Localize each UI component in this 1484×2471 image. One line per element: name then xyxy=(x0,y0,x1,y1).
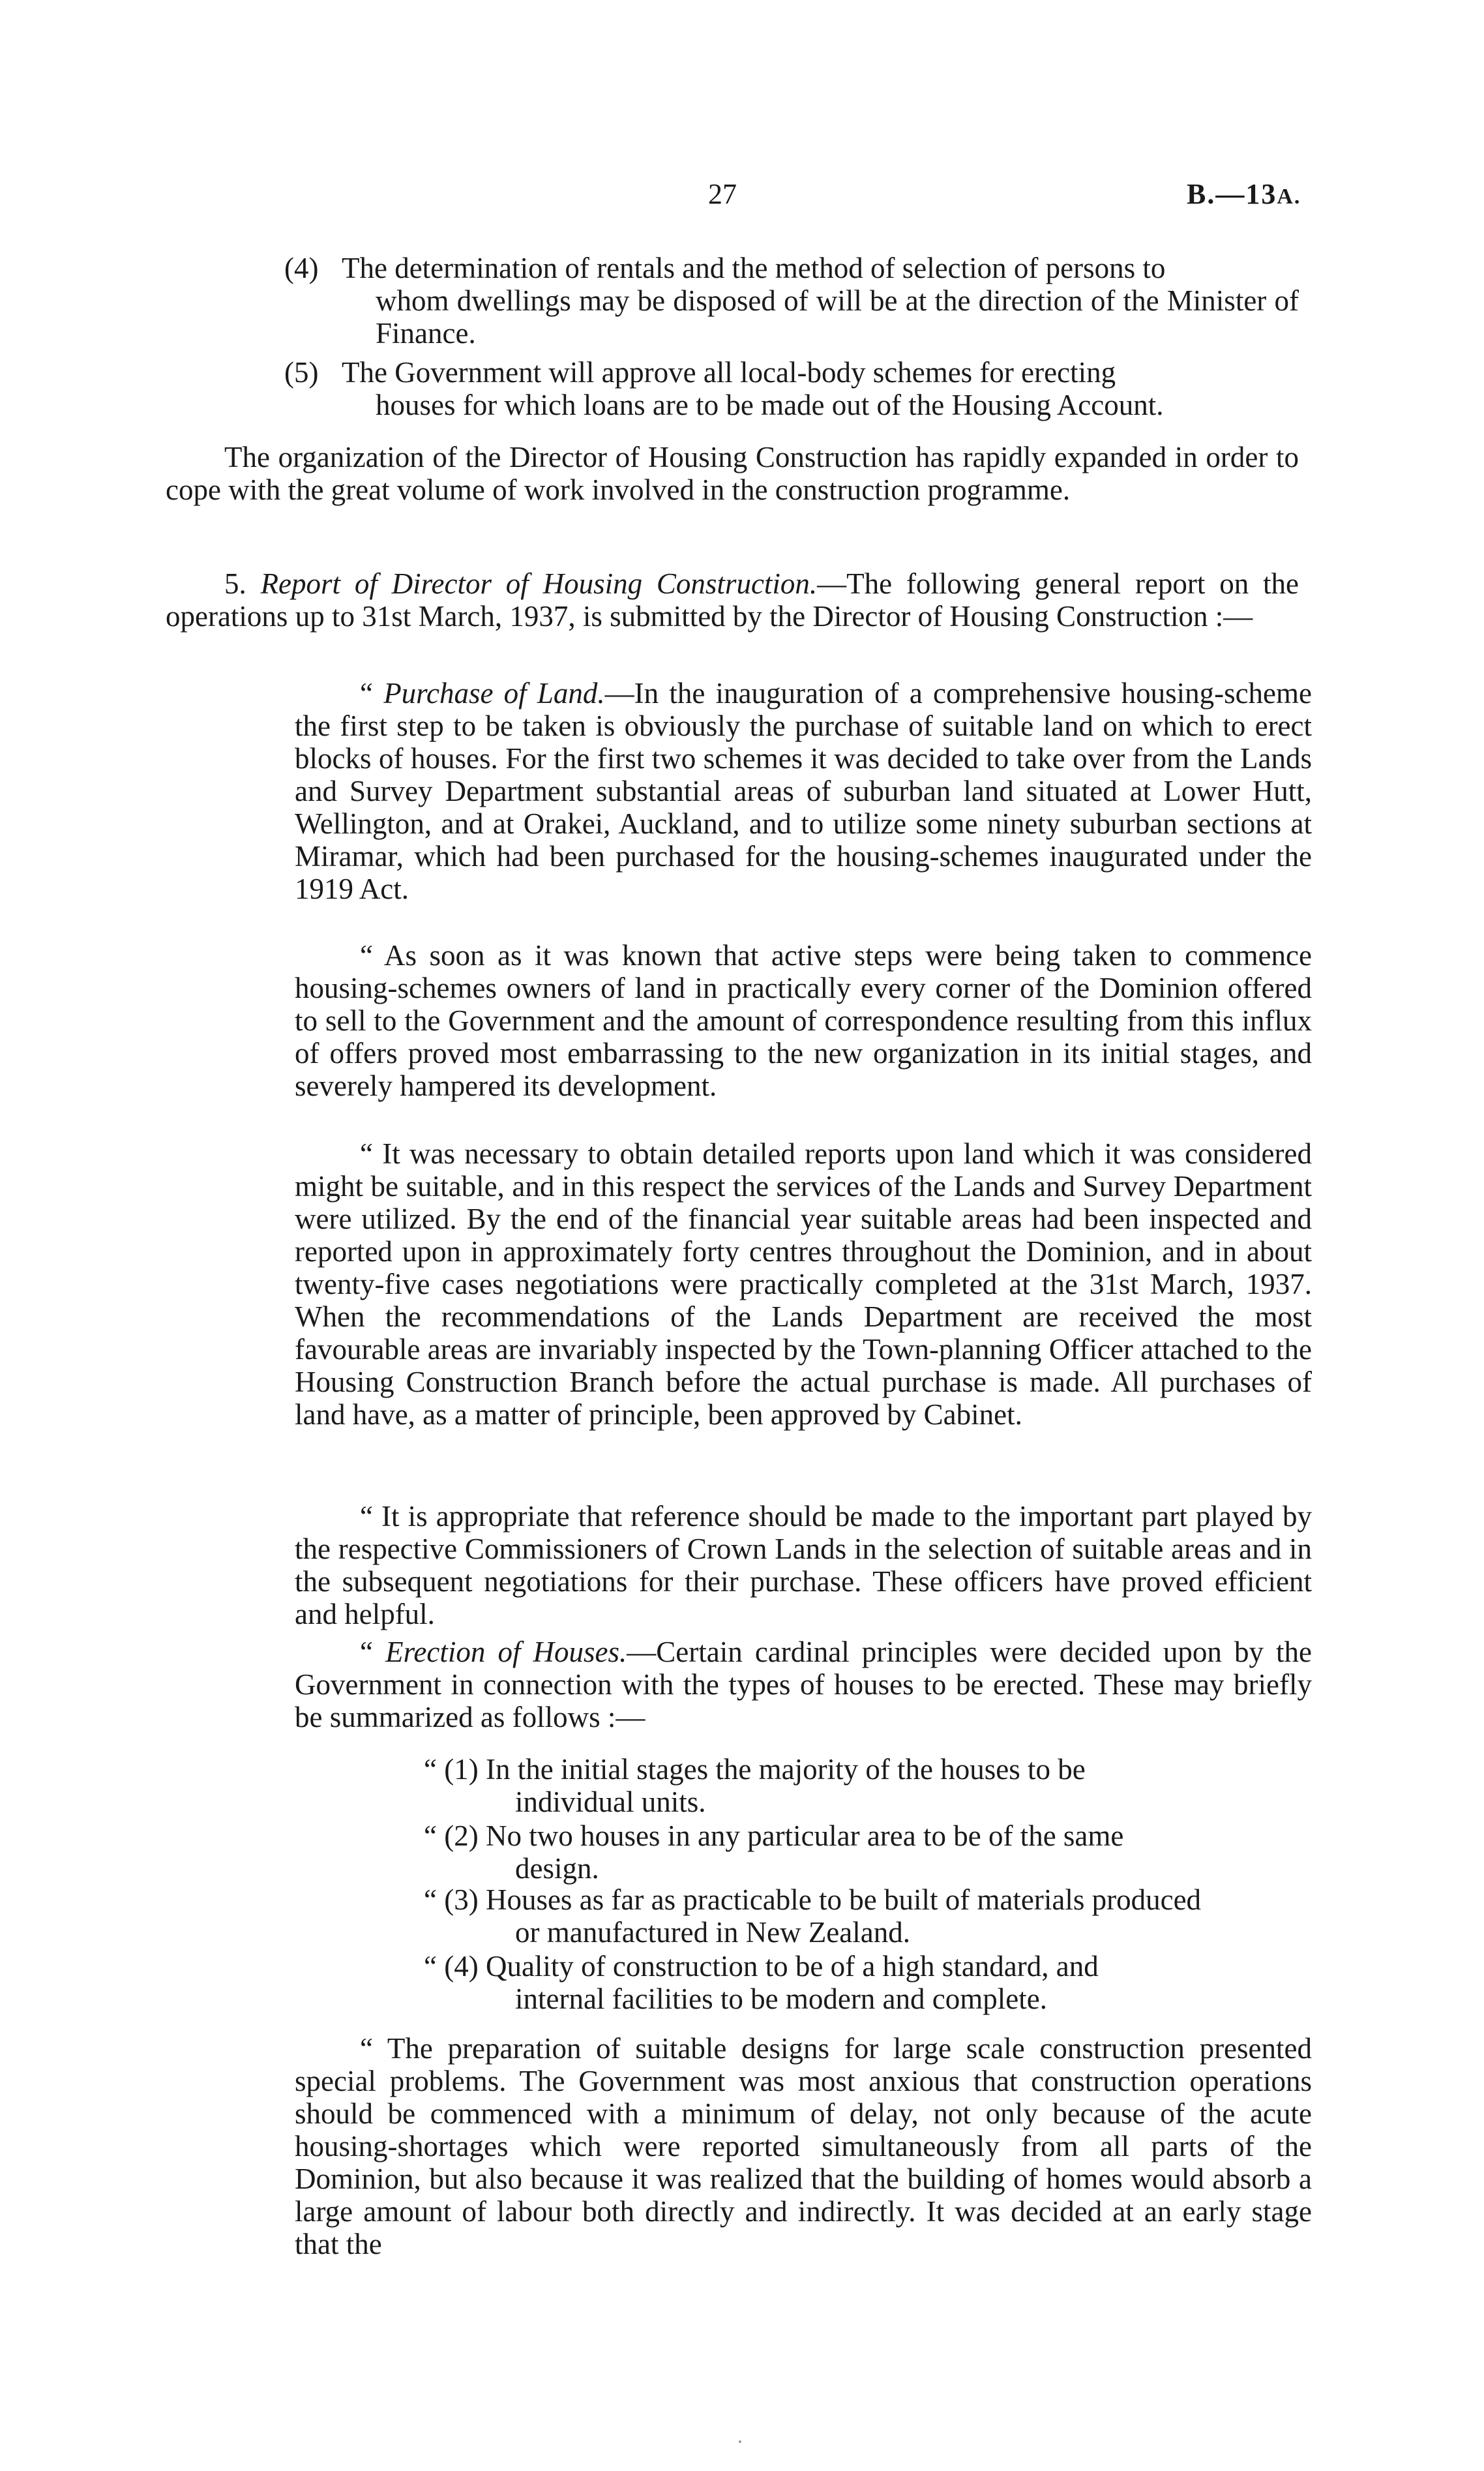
purchase-of-land-paragraph xyxy=(295,677,1312,905)
principle-first-line: No two houses in any particular area to be of the same xyxy=(485,1820,1124,1852)
principle-continuation: individual units. xyxy=(515,1786,706,1818)
list-item-4 xyxy=(284,252,1299,350)
organization-paragraph: The organization of the Director of Housing Construction has rapidly expanded in order to cope with the great volume of work involved in the construction programme. xyxy=(166,441,1299,506)
reports-upon-land-paragraph: “ It was necessary to obtain detailed reports upon land which it was considered might be suitable, and in this respect the services of the Lands and Survey Department were utilized. By the end of the financial year suitable areas had been inspected and reported upon in approximately forty centres throughout the Dominion, and in about twenty-five cases negotiations were practically completed at the 31st March, 1937. When the recommendations of the Lands Department are received the most favourable areas are invariably inspected by the Town-planning Officer attached to the Housing Construction Branch before the actual purchase is made. All purchases of land have, as a matter of principle, been approved by Cabinet. xyxy=(295,1137,1312,1431)
principle-number: “ (1) xyxy=(424,1753,479,1786)
principle-first-line: In the initial stages the majority of the houses to be xyxy=(485,1753,1086,1786)
purchase-of-land-text: —In the inauguration of a comprehensive housing-scheme the first step to be taken is obviously the purchase of suitable land on which to erect blocks of houses. For the first two schemes it was decided to take over from the Lands and Survey Department substantial areas of suburban land situated at Lower Hutt, Wellington, and at Orakei, Auckland, and to utilize some ninety suburban sections at Miramar, which had been purchased for the housing-schemes inaugurated under the 1919 Act. xyxy=(295,677,1313,905)
principle-number: “ (3) xyxy=(424,1883,479,1916)
erection-of-houses-paragraph xyxy=(295,1636,1312,1733)
opening-quote: “ xyxy=(360,677,373,710)
scan-speck xyxy=(739,2440,741,2443)
section-intro-text: —The following general report on the operations up to 31st March, 1937, is submitted by the Director of Housing Construction :— xyxy=(166,567,1299,633)
purchase-of-land-title: Purchase of Land. xyxy=(383,677,605,710)
principle-first-line: Houses as far as practicable to be built of materials produced xyxy=(485,1883,1202,1916)
principle-continuation: design. xyxy=(515,1852,599,1885)
list-item-first-line: The Government will approve all local-body schemes for erecting xyxy=(342,356,1116,389)
principle-number: “ (4) xyxy=(424,1950,479,1983)
list-item-first-line: The determination of rentals and the method of selection of persons to xyxy=(342,252,1166,284)
section-number: 5. xyxy=(224,567,246,600)
commissioners-paragraph: “ It is appropriate that reference should be made to the important part played by the respective Commissioners of Crown Lands in the selection of suitable areas and in the subsequent negotiations for their purchase. These officers have proved efficient and helpful. xyxy=(295,1500,1312,1630)
section-title: Report of Director of Housing Construction. xyxy=(260,567,818,600)
principle-continuation: internal facilities to be modern and complete. xyxy=(515,1983,1047,2015)
list-item-5 xyxy=(284,356,1299,421)
report-intro-paragraph xyxy=(166,567,1299,633)
list-item-number: (5) xyxy=(284,356,319,389)
principle-item-1 xyxy=(424,1753,1312,1818)
preparation-paragraph: “ The preparation of suitable designs for large scale construction presented special problems. The Government was most anxious that construction operations should be commenced with a minimum of delay, not only because of the acute housing-shortages which were reported simultaneously from all parts of the Dominion, but also because it was realized that the building of homes would absorb a large amount of labour both directly and indirectly. It was decided at an early stage that the xyxy=(295,2032,1312,2260)
erection-of-houses-text: —Certain cardinal principles were decided upon by the Government in connection with the types of houses to be erected. These may briefly be summarized as follows :— xyxy=(295,1636,1313,1733)
principle-continuation: or manufactured in New Zealand. xyxy=(515,1916,910,1949)
principle-item-4 xyxy=(424,1950,1312,2015)
list-item-continuation: whom dwellings may be disposed of will be at the direction of the Minister of Finance. xyxy=(376,284,1299,350)
document-reference xyxy=(1187,177,1301,211)
reference-main: B.—13 xyxy=(1187,178,1277,210)
principle-item-3 xyxy=(424,1883,1312,1949)
reference-suffix: A. xyxy=(1277,185,1301,209)
principle-first-line: Quality of construction to be of a high standard, and xyxy=(485,1950,1099,1983)
opening-quote: “ xyxy=(360,1636,373,1668)
list-item-continuation: houses for which loans are to be made out of the Housing Account. xyxy=(376,389,1164,421)
as-soon-paragraph: “ As soon as it was known that active steps were being taken to commence housing-schemes owners of land in practically every corner of the Dominion offered to sell to the Government and the amount of correspondence resulting from this influx of offers proved most embarrassing to the new organization in its initial stages, and severely hampered its development. xyxy=(295,939,1312,1102)
erection-of-houses-title: Erection of Houses. xyxy=(385,1636,627,1668)
page-number: 27 xyxy=(708,178,737,210)
principle-number: “ (2) xyxy=(424,1820,479,1852)
principle-item-2 xyxy=(424,1820,1312,1885)
list-item-number: (4) xyxy=(284,252,319,284)
